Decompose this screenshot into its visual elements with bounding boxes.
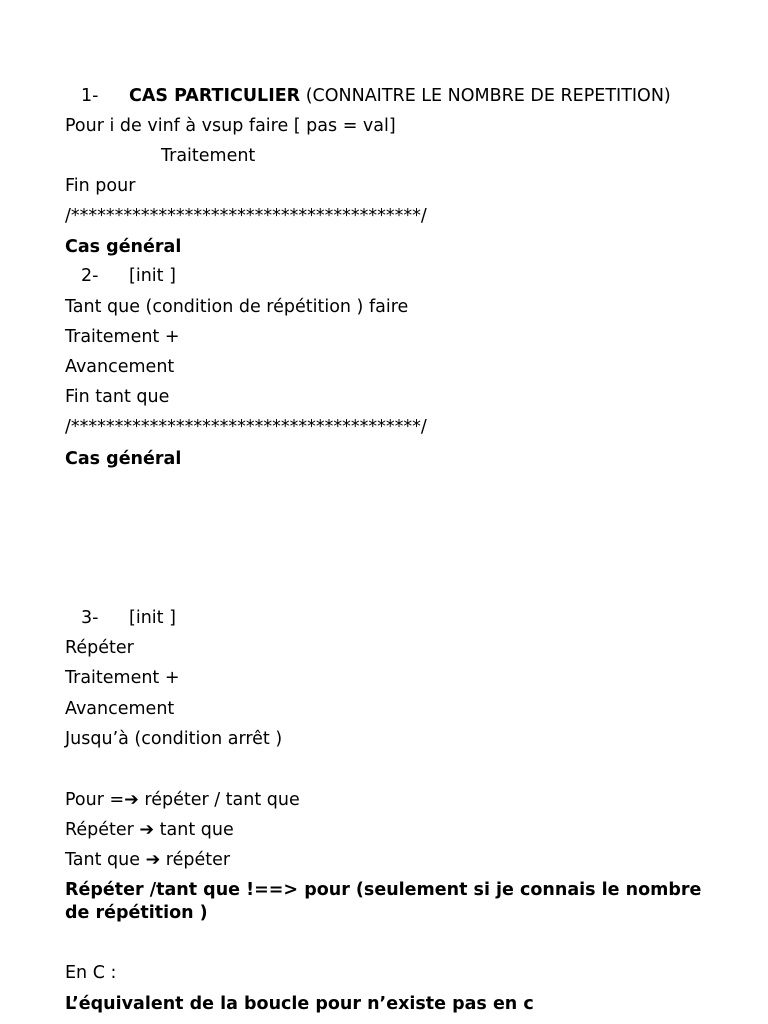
item-2-heading bbox=[81, 265, 176, 287]
right-arrow-icon: ➔ bbox=[145, 850, 161, 870]
conversion-for bbox=[65, 789, 300, 811]
conversion-while bbox=[65, 849, 230, 871]
conversion-left: Répéter bbox=[65, 820, 140, 840]
for-loop-body: Traitement bbox=[161, 146, 256, 166]
conversion-note: Répéter /tant que !==> pour (seulement si je connais le nombre de répétition ) bbox=[65, 880, 702, 923]
item-number: 1- bbox=[81, 86, 99, 106]
while-loop-header: Tant que (condition de répétition ) faire bbox=[65, 297, 409, 317]
item-1-heading bbox=[81, 85, 671, 107]
conversion-right: tant que bbox=[154, 820, 234, 840]
item-3-heading bbox=[81, 607, 176, 629]
while-loop-body: Traitement + bbox=[65, 327, 180, 347]
conversion-right: répéter bbox=[160, 850, 231, 870]
separator-line: /****************************************/ bbox=[65, 206, 427, 226]
conversion-left: Pour = bbox=[65, 790, 125, 810]
item-number: 2- bbox=[81, 266, 99, 286]
c-language-label: En C : bbox=[65, 963, 117, 983]
repeat-loop-body: Traitement + bbox=[65, 668, 180, 688]
item-number: 3- bbox=[81, 608, 99, 628]
general-case-label: Cas général bbox=[65, 237, 182, 257]
while-loop-end: Fin tant que bbox=[65, 387, 170, 407]
repeat-loop-end: Jusqu’à (condition arrêt ) bbox=[65, 729, 283, 749]
conversion-right: répéter / tant que bbox=[138, 790, 300, 810]
conversion-repeat bbox=[65, 819, 234, 841]
general-case-label: Cas général bbox=[65, 449, 182, 469]
while-loop-advance: Avancement bbox=[65, 357, 175, 377]
right-arrow-icon: ➔ bbox=[139, 820, 155, 840]
for-loop-header: Pour i de vinf à vsup faire [ pas = val] bbox=[65, 116, 396, 136]
heading-bold: CAS PARTICULIER bbox=[129, 86, 301, 106]
separator-line: /****************************************/ bbox=[65, 417, 427, 437]
item-text: [init ] bbox=[129, 266, 176, 286]
right-arrow-icon: ➔ bbox=[124, 790, 139, 810]
repeat-loop-advance: Avancement bbox=[65, 699, 175, 719]
item-text: [init ] bbox=[129, 608, 176, 628]
conversion-left: Tant que bbox=[65, 850, 146, 870]
heading-rest: (CONNAITRE LE NOMBRE DE REPETITION) bbox=[300, 86, 671, 106]
repeat-loop-header: Répéter bbox=[65, 638, 134, 658]
for-loop-end: Fin pour bbox=[65, 176, 136, 196]
c-language-note: L’équivalent de la boucle pour n’existe pas en c bbox=[65, 994, 534, 1014]
